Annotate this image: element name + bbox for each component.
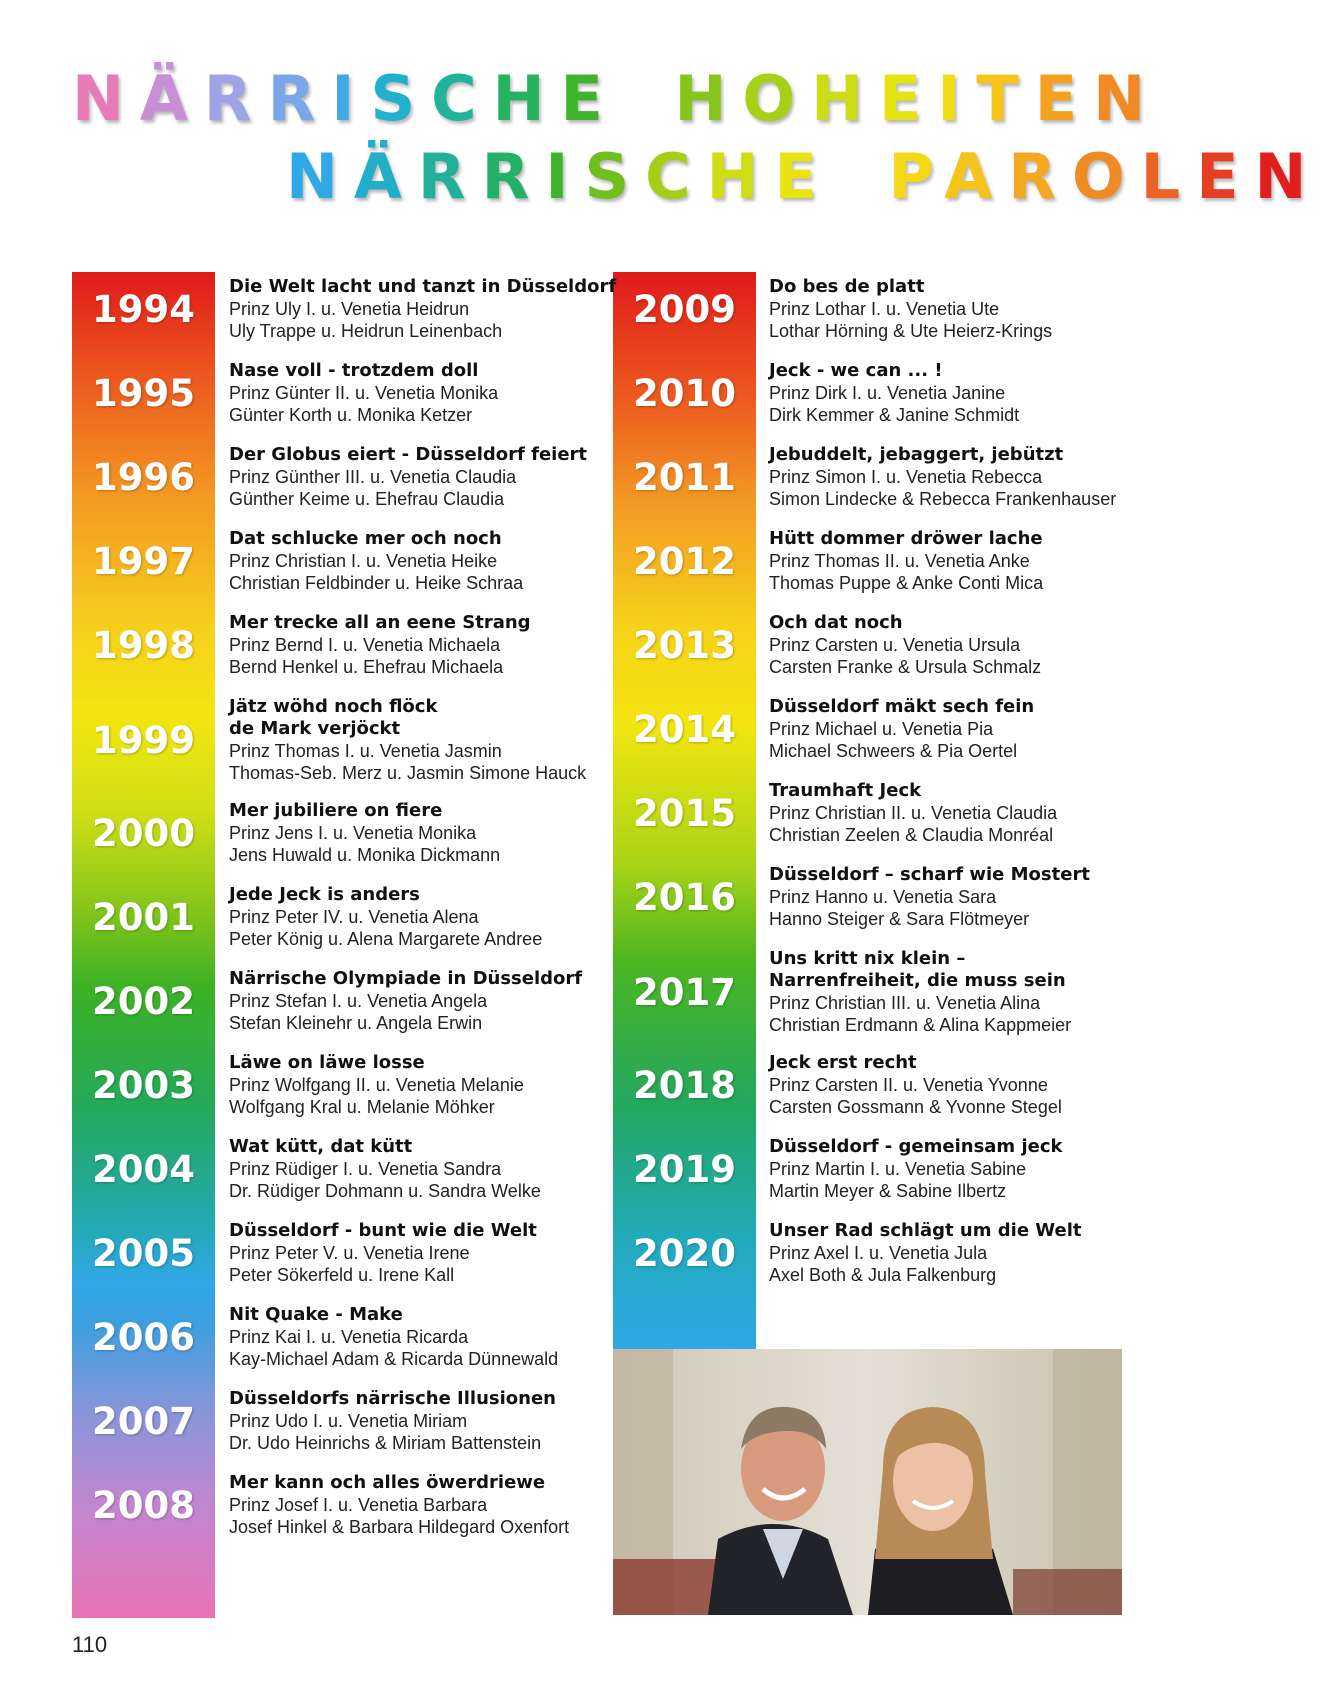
prince-couple-title: Prinz Carsten II. u. Venetia Yvonne — [769, 1075, 1048, 1095]
entry-2011 — [769, 444, 1116, 510]
title-letter: C — [645, 140, 707, 213]
civil-names: Wolfgang Kral u. Melanie Möhker — [229, 1097, 495, 1117]
prince-couple-title: Prinz Christian I. u. Venetia Heike — [229, 551, 498, 571]
motto: Unser Rad schlägt um die Welt — [769, 1220, 1082, 1241]
motto: Düsseldorf - bunt wie die Welt — [229, 1220, 537, 1241]
year-label: 1998 — [92, 624, 195, 667]
year-label: 1994 — [92, 288, 195, 331]
entry-2009 — [769, 276, 1052, 342]
title-letter: E — [878, 62, 938, 135]
civil-names: Hanno Steiger & Sara Flötmeyer — [769, 909, 1030, 929]
civil-names: Bernd Henkel u. Ehefrau Michaela — [229, 657, 504, 677]
motto: Hütt dommer dröwer lache — [769, 528, 1043, 549]
title-letter: H — [674, 62, 743, 135]
prince-couple-title: Prinz Carsten u. Venetia Ursula — [769, 635, 1021, 655]
title-letter: I — [545, 140, 585, 213]
title-letter: R — [1008, 140, 1072, 213]
title-letter: S — [370, 62, 432, 135]
prince-couple-title: Prinz Thomas I. u. Venetia Jasmin — [229, 741, 502, 761]
prince-couple-title: Prinz Hanno u. Venetia Sara — [769, 887, 997, 907]
prince-couple-title: Prinz Udo I. u. Venetia Miriam — [229, 1411, 468, 1431]
year-label: 2002 — [92, 980, 195, 1023]
year-label: 1996 — [92, 456, 195, 499]
title-letter: O — [1071, 140, 1141, 213]
civil-names: Dr. Rüdiger Dohmann u. Sandra Welke — [229, 1181, 541, 1201]
entry-2005 — [229, 1220, 537, 1286]
motto: Wat kütt, dat kütt — [229, 1136, 413, 1157]
prince-couple-title: Prinz Christian III. u. Venetia Alina — [769, 993, 1041, 1013]
entry-1994 — [229, 276, 616, 342]
civil-names: Christian Feldbinder u. Heike Schraa — [229, 573, 524, 593]
civil-names: Jens Huwald u. Monika Dickmann — [229, 845, 501, 865]
motto: Jede Jeck is anders — [229, 884, 420, 905]
civil-names: Michael Schweers & Pia Oertel — [769, 741, 1018, 761]
title-letter: Ä — [353, 140, 418, 213]
entry-2016 — [769, 864, 1090, 930]
year-label: 2009 — [633, 288, 736, 331]
prince-couple-title: Prinz Thomas II. u. Venetia Anke — [769, 551, 1030, 571]
entry-2007 — [229, 1388, 556, 1454]
civil-names: Günter Korth u. Monika Ketzer — [229, 405, 473, 425]
entry-1998 — [229, 612, 531, 678]
page-number: 110 — [72, 1632, 108, 1657]
year-label: 2000 — [92, 812, 195, 855]
prince-couple-title: Prinz Rüdiger I. u. Venetia Sandra — [229, 1159, 502, 1179]
title-letter: H — [811, 62, 879, 135]
entry-2000 — [229, 800, 500, 866]
motto: Närrische Olympiade in Düsseldorf — [229, 968, 583, 989]
motto: Jätz wöhd noch flöck — [229, 696, 438, 717]
civil-names: Stefan Kleinehr u. Angela Erwin — [229, 1013, 483, 1033]
prince-couple-title: Prinz Axel I. u. Venetia Jula — [769, 1243, 988, 1263]
motto: de Mark verjöckt — [229, 718, 401, 739]
civil-names: Peter König u. Alena Margarete Andree — [229, 929, 543, 949]
year-label: 2014 — [633, 708, 736, 751]
year-label: 2005 — [92, 1232, 195, 1275]
entry-2019 — [769, 1136, 1062, 1202]
title-letter: H — [492, 62, 561, 135]
title-letter: P — [888, 140, 945, 213]
entry-2015 — [769, 780, 1057, 846]
civil-names: Carsten Gossmann & Yvonne Stegel — [769, 1097, 1062, 1117]
year-label: 2004 — [92, 1148, 195, 1191]
title-letter: R — [267, 62, 332, 135]
prince-couple-title: Prinz Günther III. u. Venetia Claudia — [229, 467, 517, 487]
civil-names: Kay-Michael Adam & Ricarda Dünnewald — [229, 1349, 559, 1369]
entry-2017 — [769, 948, 1071, 1036]
title-letter: N — [72, 62, 140, 135]
entry-2020 — [769, 1220, 1082, 1286]
prince-couple-title: Prinz Uly I. u. Venetia Heidrun — [229, 299, 470, 319]
motto: Nase voll - trotzdem doll — [229, 360, 479, 381]
civil-names: Simon Lindecke & Rebecca Frankenhauser — [769, 489, 1117, 509]
prince-couple-title: Prinz Günter II. u. Venetia Monika — [229, 383, 499, 403]
civil-names: Thomas Puppe & Anke Conti Mica — [769, 573, 1044, 593]
title-letter — [833, 140, 871, 213]
year-label: 1999 — [92, 719, 195, 762]
year-label: 1997 — [92, 540, 195, 583]
title-letter: I — [331, 62, 371, 135]
year-label: 2006 — [92, 1316, 195, 1359]
title-letter: Ä — [139, 62, 204, 135]
motto: Jeck - we can ... ! — [769, 360, 943, 381]
prince-couple-title: Prinz Peter V. u. Venetia Irene — [229, 1243, 470, 1263]
entry-1996 — [229, 444, 587, 510]
civil-names: Thomas-Seb. Merz u. Jasmin Simone Hauck — [229, 763, 587, 783]
title-letter: N — [286, 140, 354, 213]
prince-couple-title: Prinz Wolfgang II. u. Venetia Melanie — [229, 1075, 524, 1095]
prince-couple-title: Prinz Stefan I. u. Venetia Angela — [229, 991, 488, 1011]
entry-2001 — [229, 884, 542, 950]
year-label: 2010 — [633, 372, 736, 415]
title-letter: I — [937, 62, 977, 135]
year-label: 2003 — [92, 1064, 195, 1107]
title-letter: T — [976, 62, 1035, 135]
photo-illustration — [613, 1349, 1122, 1615]
title-letter: R — [203, 62, 268, 135]
title-letter: E — [1034, 62, 1094, 135]
motto: Jebuddelt, jebaggert, jebützt — [769, 444, 1064, 465]
motto: Der Globus eiert - Düsseldorf feiert — [229, 444, 588, 465]
title-letter: N — [1254, 140, 1322, 213]
title-letter: O — [742, 62, 812, 135]
entry-2013 — [769, 612, 1041, 678]
motto: Die Welt lacht und tanzt in Düsseldorf — [229, 276, 617, 297]
entry-2002 — [229, 968, 582, 1034]
title-line-2 — [286, 140, 1322, 213]
year-label: 2018 — [633, 1064, 736, 1107]
civil-names: Dirk Kemmer & Janine Schmidt — [769, 405, 1020, 425]
civil-names: Martin Meyer & Sabine Ilbertz — [769, 1181, 1007, 1201]
title-letter: A — [944, 140, 1009, 213]
year-label: 2012 — [633, 540, 736, 583]
civil-names: Christian Erdmann & Alina Kappmeier — [769, 1015, 1072, 1035]
prince-couple-title: Prinz Simon I. u. Venetia Rebecca — [769, 467, 1043, 487]
civil-names: Josef Hinkel & Barbara Hildegard Oxenfort — [229, 1517, 570, 1537]
civil-names: Dr. Udo Heinrichs & Miriam Battenstein — [229, 1433, 542, 1453]
entry-2012 — [769, 528, 1043, 594]
motto: Düsseldorfs närrische Illusionen — [229, 1388, 556, 1409]
prince-couple-title: Prinz Josef I. u. Venetia Barbara — [229, 1495, 488, 1515]
motto: Do bes de platt — [769, 276, 925, 297]
title-letter: H — [706, 140, 775, 213]
year-label: 2017 — [633, 971, 736, 1014]
entry-2006 — [229, 1304, 558, 1370]
motto: Dat schlucke mer och noch — [229, 528, 502, 549]
title-letter: R — [481, 140, 546, 213]
year-label: 2019 — [633, 1148, 736, 1191]
prince-couple-title: Prinz Bernd I. u. Venetia Michaela — [229, 635, 501, 655]
prince-couple-title: Prinz Martin I. u. Venetia Sabine — [769, 1159, 1027, 1179]
title-letter: E — [774, 140, 833, 213]
prince-couple-title: Prinz Christian II. u. Venetia Claudia — [769, 803, 1058, 823]
motto: Uns kritt nix klein – — [769, 948, 966, 969]
civil-names: Axel Both & Jula Falkenburg — [769, 1265, 997, 1285]
civil-names: Peter Sökerfeld u. Irene Kall — [229, 1265, 455, 1285]
title-letter: E — [560, 62, 619, 135]
entry-2004 — [229, 1136, 541, 1202]
prince-couple-title: Prinz Dirk I. u. Venetia Janine — [769, 383, 1006, 403]
year-label: 2016 — [633, 876, 736, 919]
entry-1999 — [229, 696, 586, 784]
motto: Nit Quake - Make — [229, 1304, 403, 1325]
motto: Düsseldorf mäkt sech fein — [769, 696, 1035, 717]
entry-1995 — [229, 360, 498, 426]
motto: Jeck erst recht — [769, 1052, 917, 1073]
title-letter: R — [417, 140, 482, 213]
year-label: 2020 — [633, 1232, 736, 1275]
year-label: 1995 — [92, 372, 195, 415]
motto: Läwe on läwe losse — [229, 1052, 425, 1073]
civil-names: Carsten Franke & Ursula Schmalz — [769, 657, 1042, 677]
motto: Mer trecke all an eene Strang — [229, 612, 531, 633]
title-letter: S — [584, 140, 646, 213]
year-label: 2007 — [92, 1400, 195, 1443]
motto: Traumhaft Jeck — [769, 780, 922, 801]
entry-2003 — [229, 1052, 524, 1118]
title-line-1 — [72, 62, 1161, 135]
entry-1997 — [229, 528, 523, 594]
entry-2010 — [769, 360, 1019, 426]
civil-names: Lothar Hörning & Ute Heierz-Krings — [769, 321, 1053, 341]
entry-2014 — [769, 696, 1034, 762]
motto: Düsseldorf – scharf wie Mostert — [769, 864, 1090, 885]
year-label: 2008 — [92, 1484, 195, 1527]
prince-couple-title: Prinz Kai I. u. Venetia Ricarda — [229, 1327, 469, 1347]
prince-couple-title: Prinz Michael u. Venetia Pia — [769, 719, 994, 739]
year-label: 2013 — [633, 624, 736, 667]
title-letter: E — [1196, 140, 1255, 213]
year-label: 2011 — [633, 456, 736, 499]
prince-couple-title: Prinz Jens I. u. Venetia Monika — [229, 823, 477, 843]
prince-couple-title: Prinz Lothar I. u. Venetia Ute — [769, 299, 1000, 319]
prince-couple-title: Prinz Peter IV. u. Venetia Alena — [229, 907, 479, 927]
entry-2018 — [769, 1052, 1062, 1118]
civil-names: Uly Trappe u. Heidrun Leinenbach — [229, 321, 503, 341]
title-letter — [619, 62, 657, 135]
prince-couple-photo — [613, 1349, 1122, 1615]
motto: Mer jubiliere on fiere — [229, 800, 443, 821]
motto: Düsseldorf - gemeinsam jeck — [769, 1136, 1063, 1157]
civil-names: Günther Keime u. Ehefrau Claudia — [229, 489, 505, 509]
motto: Narrenfreiheit, die muss sein — [769, 970, 1066, 991]
title-letter: N — [1093, 62, 1161, 135]
motto: Mer kann och alles öwerdriewe — [229, 1472, 546, 1493]
year-label: 2001 — [92, 896, 195, 939]
year-label: 2015 — [633, 792, 736, 835]
civil-names: Christian Zeelen & Claudia Monréal — [769, 825, 1054, 845]
entry-2008 — [229, 1472, 569, 1538]
title-letter: L — [1140, 140, 1197, 213]
title-letter: C — [431, 62, 493, 135]
motto: Och dat noch — [769, 612, 903, 633]
